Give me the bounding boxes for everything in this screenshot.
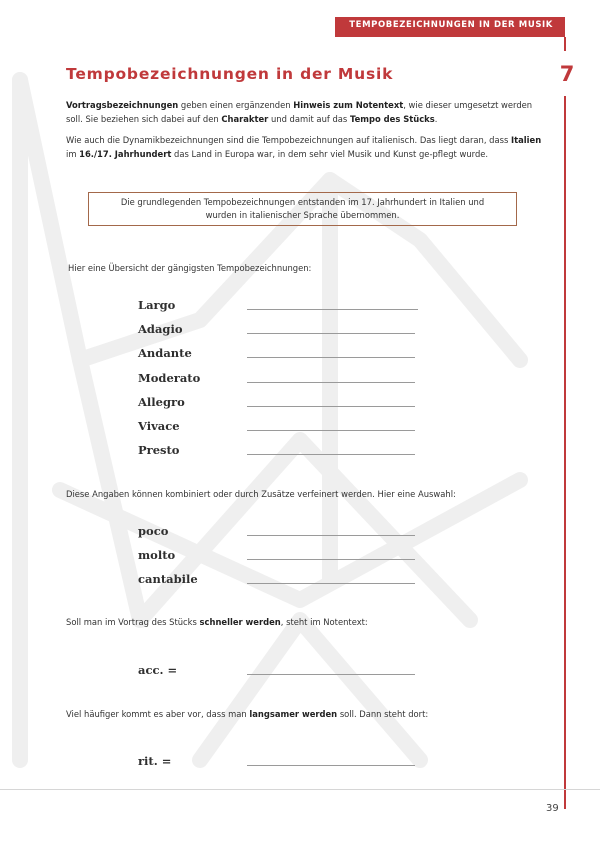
emphasis-text: Hinweis zum Notentext [293,100,404,110]
info-box [88,192,517,226]
tempo-term: Allegro [138,395,185,409]
modifier-term: poco [138,524,169,538]
body-text: Viel häufiger kommt es aber vor, dass man [66,709,250,719]
ritardando-term: rit. = [138,754,172,768]
answer-line[interactable] [247,309,418,310]
answer-line[interactable] [247,430,415,431]
body-text: , steht im Notentext: [280,617,368,627]
accelerando-term: acc. = [138,663,178,677]
body-text: Soll man im Vortrag des Stücks [66,617,200,627]
body-text: geben einen ergänzenden [178,100,294,110]
answer-line[interactable] [247,674,415,675]
watermark-graphic [0,60,560,790]
emphasis-text: Charakter [221,113,269,124]
modifier-term: cantabile [138,572,198,586]
info-box-line-1: Die grundlegenden Tempobezeichnungen entstanden im 17. Jahrhundert in Italien und [120,197,485,207]
history-paragraph [66,134,542,161]
intro-paragraph [66,99,542,126]
tempo-term: Adagio [138,322,183,336]
body-text: und damit auf das [268,113,350,124]
margin-rule-top [564,37,566,51]
body-text: Wie auch die Dynamikbezeichnungen sind die Tempobezeichnungen auf italienisch. Das liegt daran, dass [66,135,512,145]
footer-divider [0,789,600,790]
page-number: 39 [546,803,559,814]
answer-line[interactable] [247,583,415,584]
emphasis-text: Vortragsbezeichnungen [66,100,179,110]
margin-rule [564,96,566,809]
answer-line[interactable] [247,535,415,536]
emphasis-text: schneller werden [199,617,281,627]
tempo-term: Andante [138,346,192,360]
info-box-line-2: wurden in italienischer Sprache übernommen. [205,209,400,220]
emphasis-text: langsamer werden [249,709,338,719]
answer-line[interactable] [247,333,415,334]
page-title: Tempobezeichnungen in der Musik [66,65,394,83]
answer-line[interactable] [247,382,415,383]
body-text: das Land in Europa war, in dem sehr viel Musik und Kunst ge-pflegt wurde. [171,148,489,159]
answer-line[interactable] [247,559,415,560]
overview-intro: Hier eine Übersicht der gängigsten Tempobezeichnungen: [68,263,312,273]
body-text: im [66,148,80,159]
body-text: . [434,113,438,124]
modifier-term: molto [138,548,176,562]
emphasis-text: 16./17. Jahrhundert [79,148,172,159]
running-header-bar [335,17,565,37]
tempo-term: Presto [138,443,180,457]
tempo-term: Vivace [138,419,180,433]
answer-line[interactable] [247,765,415,766]
running-header-title: TEMPOBEZEICHNUNGEN IN DER MUSIK [349,20,553,30]
slower-intro [66,708,542,722]
tempo-term: Largo [138,298,176,312]
faster-intro [66,616,542,630]
body-text: , wie dieser umgesetzt werden soll. Sie beziehen sich dabei auf den [66,100,533,124]
answer-line[interactable] [247,406,415,407]
emphasis-text: Tempo des Stücks [349,113,435,124]
tempo-term: Moderato [138,371,201,385]
combine-intro: Diese Angaben können kombiniert oder durch Zusätze verfeinert werden. Hier eine Auswahl: [66,489,456,499]
chapter-number: 7 [559,62,575,86]
answer-line[interactable] [247,454,415,455]
emphasis-text: Italien [511,135,542,145]
body-text: soll. Dann steht dort: [337,709,429,719]
answer-line[interactable] [247,357,415,358]
